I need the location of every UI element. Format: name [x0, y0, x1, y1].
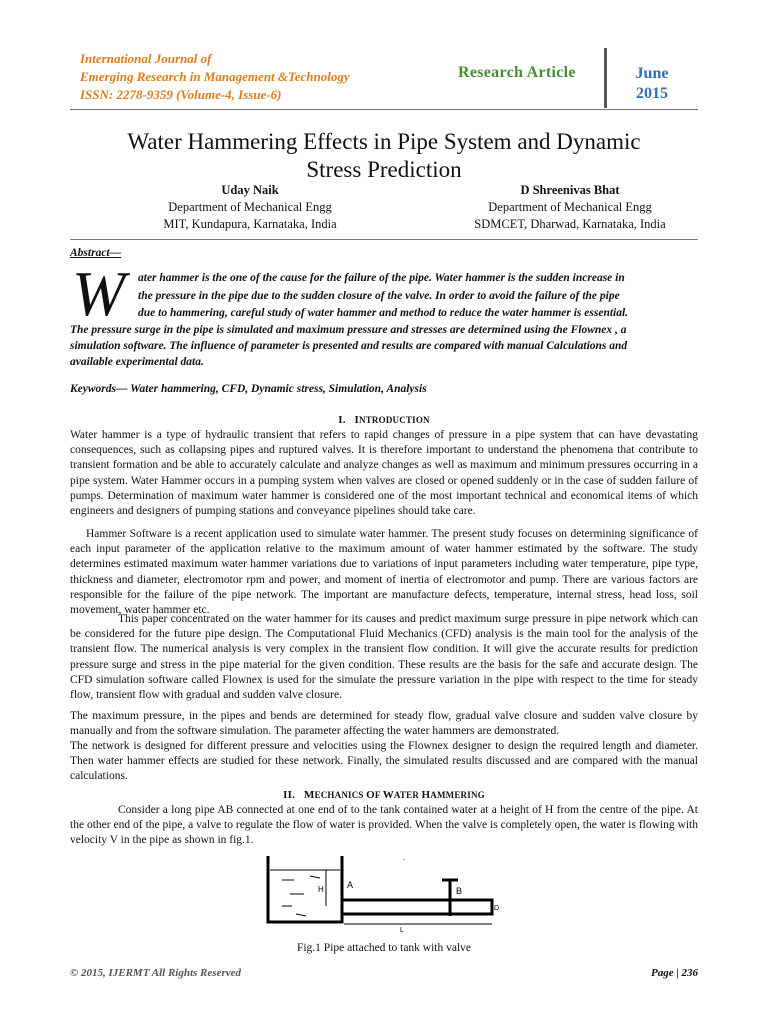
- title-rule: [70, 239, 698, 240]
- author-affiliation: MIT, Kundapura, Karnataka, India: [163, 217, 337, 231]
- pipe: [342, 900, 492, 914]
- title-line: Stress Prediction: [306, 157, 462, 182]
- journal-issn: ISSN: 2278-9359 (Volume-4, Issue-6): [80, 87, 282, 102]
- journal-name: [80, 50, 350, 104]
- section-title-initial: I: [354, 414, 360, 426]
- intro-paragraph: The network is designed for different pressure and velocities using the Flownex designer to design the required length and diameter. Then water hammer effects are studied for these network. Finally, the simulated results discussed and are compared with the manual calculations.: [70, 740, 698, 783]
- section-title-part: W: [382, 789, 394, 801]
- abstract-line: simulation software. The influence of parameter is presented and results are compared with manual Calculations and: [70, 340, 628, 352]
- header-divider: [604, 48, 607, 108]
- tank-outline: [268, 856, 342, 922]
- intro-paragraph: The maximum pressure, in the pipes and bends are determined for steady flow, gradual valve closure and sudden valve closure by manually and from the software simulation. The parameter affecting the water hammers are demonstrated.: [70, 710, 698, 738]
- section-heading-introduction: [70, 414, 698, 426]
- section-title-part: H: [421, 789, 431, 801]
- section-title-part: F: [374, 790, 383, 800]
- header-rule: [70, 109, 698, 110]
- section-number: II.: [283, 789, 296, 801]
- section-number: I.: [338, 414, 346, 426]
- section-title-rest: NTRODUCTION: [359, 415, 430, 425]
- water-mark: [296, 914, 306, 916]
- issue-year: 2015: [636, 85, 668, 102]
- author-dept: Department of Mechanical Engg: [488, 200, 652, 214]
- section-title-part: O: [366, 789, 375, 801]
- abstract-line: The pressure surge in the pipe is simulated and maximum pressure and stresses are determined using the Flownex , a: [70, 324, 627, 336]
- abstract-dropcap: W: [72, 258, 126, 329]
- mechanics-paragraph: Consider a long pipe AB connected at one end of to the tank contained water at a height of H from the centre of the pipe. At the other end of the pipe, a valve to regulate the flow of water is provided. When the valve is completely open, the water is flowing with velocity V in the pipe as shown in fig.1.: [70, 804, 698, 847]
- author-affiliation: SDMCET, Dharwad, Karnataka, India: [474, 217, 666, 231]
- intro-paragraph: Hammer Software is a recent application used to simulate water hammer. The present study focuses on determining significance of each input parameter of the application relative to the maximum amount of water hammer estimated by the software. The study determines estimated maximum water hammer variations due to variations of input parameters including water temperature, pipe type, thickness and diameter, electromotor rpm and power, and moment of inertia of electromotor and pump. There are various factors are responsible for the failure of the pipe network. The important are manufacture defects, temperature, internal stress, head loss, soil movement, water hammer etc.: [70, 528, 698, 617]
- section-title-part: ATER: [393, 790, 422, 800]
- journal-line: Emerging Research in Management &Technology: [80, 69, 350, 84]
- author-2: [420, 182, 720, 233]
- pipe-tank-figure: [260, 848, 520, 934]
- keywords: Keywords— Water hammering, CFD, Dynamic stress, Simulation, Analysis: [70, 383, 427, 395]
- abstract-line: ater hammer is the one of the cause for the failure of the pipe. Water hammer is the sudden increase in: [138, 272, 625, 284]
- intro-paragraph: Water hammer is a type of hydraulic transient that refers to rapid changes of pressure in a pipe system that can have devastating consequences, such as collapsing pipes and ruptured valves. It is therefore important to understand the phenomena that contribute to transient formation and be able to accurately calculate and analyze changes as well as maximum and minimum pressures occurring in a pipe system. Water Hammer occurs in a pumping system when valves are closed or opened suddenly or in the case of sudden failure of pumps. Determination of maximum water hammer is considered one of the most important technical and economical items of which engineers and designers of pumping stations and conveyance pipelines should take care.: [70, 429, 698, 518]
- author-dept: Department of Mechanical Engg: [168, 200, 332, 214]
- issue-date: [620, 64, 684, 104]
- figure-caption: Fig.1 Pipe attached to tank with valve: [296, 942, 472, 954]
- section-heading-mechanics: [70, 789, 698, 801]
- footer-copyright: © 2015, IJERMT All Rights Reserved: [70, 967, 241, 979]
- abstract-line: the pressure in the pipe due to the sudden closure of the valve. In order to avoid the failure of the pipe: [138, 290, 620, 302]
- diameter-label: D: [494, 905, 500, 912]
- issue-month: June: [635, 65, 669, 82]
- title-line: Water Hammering Effects in Pipe System and Dynamic: [127, 129, 641, 154]
- abstract-label: Abstract—: [70, 247, 122, 259]
- section-title-part: M: [303, 789, 315, 801]
- height-label: H: [318, 885, 324, 894]
- article-type: Research Article: [458, 64, 576, 81]
- water-mark: [310, 876, 320, 878]
- paper-title: [70, 128, 698, 184]
- length-label: L: [400, 927, 404, 934]
- author-name: D Shreenivas Bhat: [520, 183, 620, 197]
- author-name: Uday Naik: [221, 183, 279, 197]
- point-b-label: B: [456, 886, 463, 896]
- section-title-part: ECHANICS: [314, 790, 367, 800]
- abstract-line: due to hammering, careful study of water hammer and method to reduce the water hammer is essential.: [138, 307, 629, 319]
- intro-paragraph: This paper concentrated on the water hammer for its causes and predict maximum surge pressure in pipe network which can be considered for the future pipe design. The Computational Fluid Mechanics (CFD) analysis is the main tool for the analysis of the transient flow. The numerical analysis is very complex in the transient flow condition. It will give the accurate results for prediction pressure surge and stress in the pipe material for the given condition. These results are the basis for the safe and accurate design. The CFD simulation software called Flownex is used for the simulate the pressure variation in the pipe with respect to the time for steady flow, transient flow with gradual and sudden valve closure.: [70, 613, 698, 702]
- abstract-line: available experimental data.: [70, 356, 204, 368]
- section-title-part: AMMERING: [430, 790, 485, 800]
- stray-mark: .: [403, 853, 406, 862]
- journal-line: International Journal of: [80, 51, 212, 66]
- author-1: [100, 182, 400, 233]
- page-number: Page | 236: [650, 967, 698, 979]
- point-a-label: A: [347, 880, 354, 890]
